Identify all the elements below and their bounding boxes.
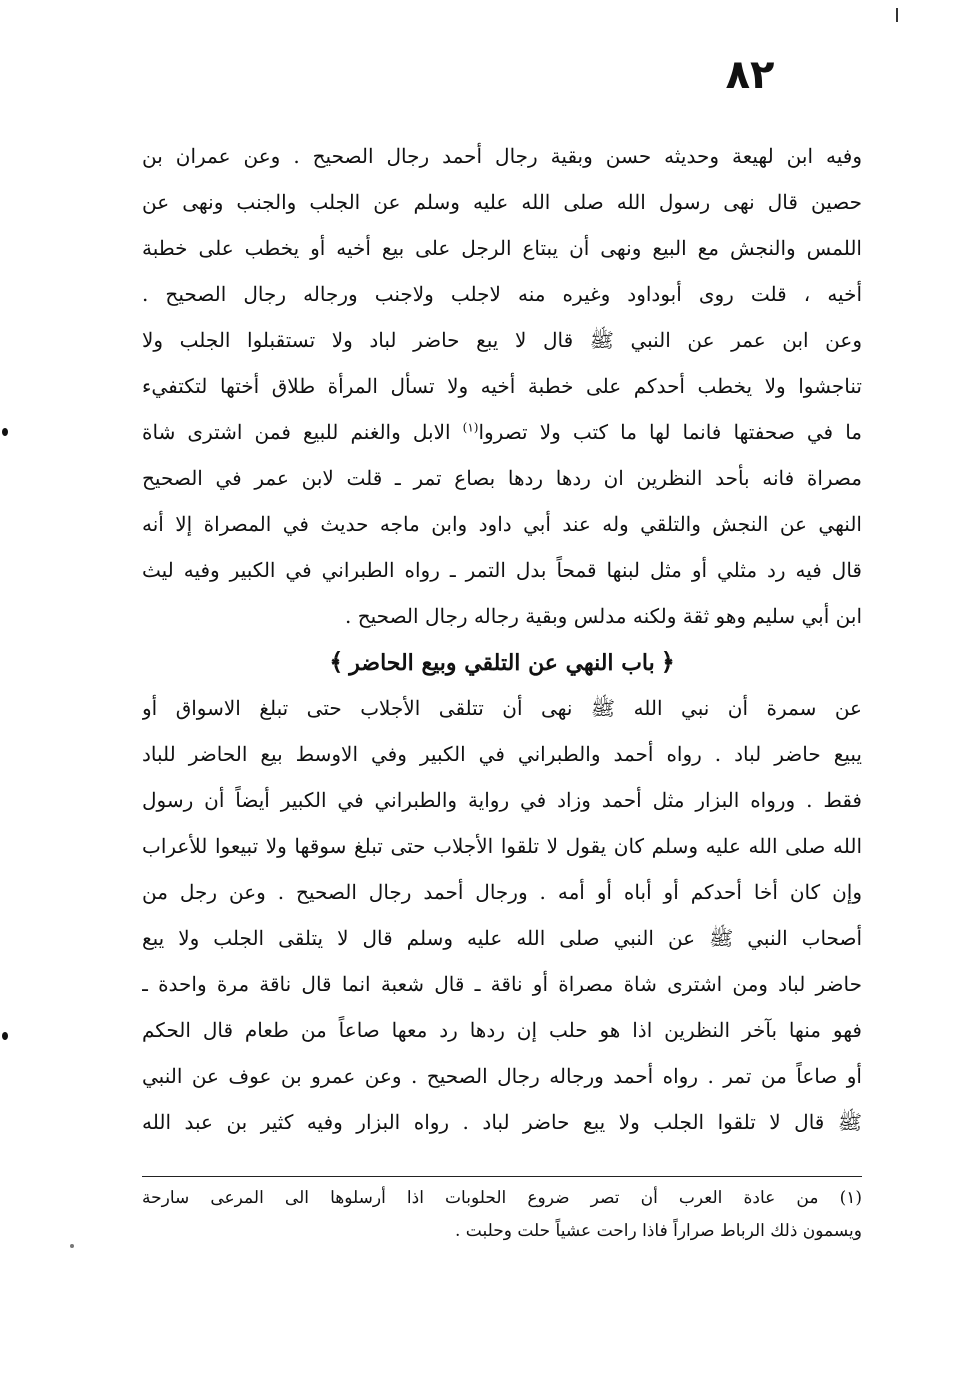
scan-mark — [896, 8, 898, 22]
text-line: أو صاعاً من تمر . رواه أحمد ورجاله رجال الصحيح . وعن عمرو بن عوف عن النبي — [142, 1064, 862, 1088]
text-line: وعن ابن عمر عن النبي ﷺ قال لا يبع حاضر لباد ولا تستقبلوا الجلب ولا — [142, 328, 862, 352]
text-line: أصحاب النبي ﷺ عن النبي صلى الله عليه وسلم قال لا يتلقى الجلب ولا يبع — [142, 926, 862, 950]
text-line: ﷺ قال لا تلقوا الجلب ولا يبع حاضر لباد . رواه البزار وفيه كثير بن عبد الله — [142, 1110, 862, 1134]
text-line: حصين قال نهى رسول الله صلى الله عليه وسلم عن الجلب والجنب ونهى عن — [142, 190, 862, 214]
text-line-with-footnote — [142, 409, 862, 455]
scan-speck — [70, 1244, 74, 1248]
footnote-line: ويسمون ذلك الرباط صراراً فاذا راحت عشياً حلت وحلبت . — [454, 1221, 862, 1241]
footnote-divider — [142, 1176, 862, 1177]
text-line: اللمس والنجش مع البيع ونهى أن يبتاع الرجل على بيع أخيه أو يخطب على خطبة — [142, 236, 862, 260]
text-line: الله صلى الله عليه وسلم كان يقول لا تلقوا الأجلاب حتى تبلغ سوقها ولا تبيعوا للأعراب — [142, 834, 862, 858]
text-line: وفيه ابن لهيعة وحديثه حسن وبقية رجال أحمد رجال الصحيح . وعن عمران بن — [142, 144, 862, 168]
page-number: ٨٢ — [725, 52, 775, 98]
text-line: فهو منها بآخر النظرين اذا هو حلب إن ردها رد معها صاعاً من طعام قال الحكم — [142, 1018, 862, 1042]
scan-speck — [2, 1032, 8, 1040]
heading-bracket-close: ﴾ — [329, 647, 344, 676]
text-segment: الابل والغنم للبيع فمن اشترى شاة — [142, 420, 451, 444]
text-line: وإن كان أخا أحدكم أو أباه أو أمه . ورجال أحمد رجال الصحيح . وعن رجل من — [142, 880, 862, 904]
text-line: أخيه ، قلت روى أبوداود وغيره منه لاجلب ولاجنب ورجاله رجال الصحيح . — [142, 282, 862, 306]
chapter-heading — [142, 639, 862, 685]
heading-text: باب النهي عن التلقي وبيع الحاضر — [349, 650, 655, 676]
text-line: تناجشوا ولا يخطب أحدكم على خطبة أخيه ولا تسأل المرأة طلاق أختها لتكتفيء — [142, 374, 862, 398]
text-line: حاضر لباد ومن اشترى شاة مصراة أو ناقة ـ قال شعبة انما قال ناقة مرة واحدة ـ — [142, 972, 862, 996]
scan-speck — [2, 428, 8, 436]
footnote-reference: (١) — [462, 420, 479, 435]
text-line: مصراة فانه بأحد النظرين ان ردها ردها بصاع تمر ـ قلت لابن عمر في الصحيح — [142, 466, 862, 490]
main-text — [142, 133, 862, 1145]
text-line: النهي عن النجش والتلقي وله عند أبي داود وابن ماجه حديث في المصراة إلا أنه — [142, 512, 862, 536]
footnote-line: (١) من عادة العرب أن تصر ضروع الحلوبات اذا أرسلوها الى المرعى سارحة — [142, 1188, 862, 1208]
text-segment: ما في صحفتها فانما لها ما كتب ولا تصروا — [478, 420, 862, 444]
heading-bracket-open: ﴿ — [660, 647, 675, 676]
text-line: عن سمرة أن نبي الله ﷺ نهى أن تتلقى الأجلاب حتى تبلغ الاسواق أو — [142, 696, 862, 720]
footnotes — [142, 1182, 862, 1248]
text-line: قال فيه رد مثلي أو مثل لبنها قمحاً بدل التمر ـ رواه الطبراني في الكبير وفيه ليث — [142, 558, 862, 582]
text-line: فقط . ورواه البزار مثل أحمد وزاد في رواية والطبراني في الكبير أيضاً أن رسول — [142, 788, 862, 812]
text-line: ابن أبي سليم وهو ثقة ولكنه مدلس وبقية رجاله رجال الصحيح . — [345, 604, 862, 628]
text-line: يبيع حاضر لباد . رواه أحمد والطبراني في الكبير وفي الاوسط بيع الحاضر للباد — [142, 742, 862, 766]
